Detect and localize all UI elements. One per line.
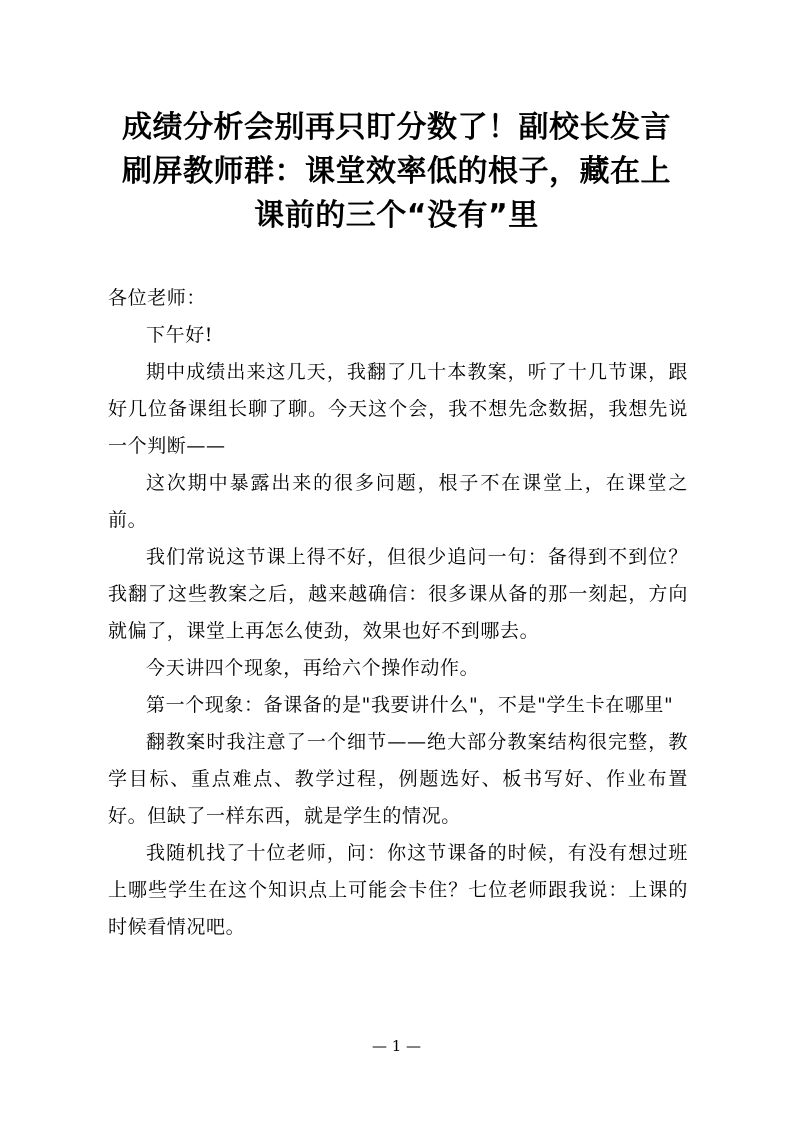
document-body	[108, 280, 688, 946]
paragraph: 这次期中暴露出来的很多问题，根子不在课堂上，在课堂之前。	[108, 472, 688, 531]
paragraph: 今天讲四个现象，再给六个操作动作。	[146, 657, 480, 679]
section-heading-paragraph: 第一个现象：备课备的是"我要讲什么"，不是"学生卡在哪里"	[146, 694, 674, 716]
title-line: 刷屏教师群：课堂效率低的根子，藏在上	[122, 154, 671, 189]
paragraph: 我们常说这节课上得不好，但很少追问一句：备得到不到位？我翻了这些教案之后，越来越确信：很多课从备的那一刻起，方向就偏了，课堂上再怎么使劲，效果也好不到哪去。	[108, 546, 688, 642]
document-title	[100, 106, 693, 238]
paragraph: 期中成绩出来这几天，我翻了几十本教案，听了十几节课，跟好几位备课组长聊了聊。今天这个会，我不想先念数据，我想先说一个判断——	[108, 361, 688, 457]
title-line: 成绩分析会别再只盯分数了！副校长发言	[122, 110, 671, 145]
paragraph: 我随机找了十位老师，问：你这节课备的时候，有没有想过班上哪些学生在这个知识点上可能会卡住？七位老师跟我说：上课的时候看情况吧。	[108, 842, 688, 938]
page-number: — 1 —	[371, 1037, 422, 1055]
title-line: 课前的三个“没有”里	[254, 198, 539, 233]
paragraph: 下午好!	[146, 324, 214, 346]
salutation: 各位老师：	[108, 287, 207, 309]
paragraph: 翻教案时我注意了一个细节——绝大部分教案结构很完整，教学目标、重点难点、教学过程，例题选好、板书写好、作业布置好。但缺了一样东西，就是学生的情况。	[108, 731, 688, 827]
